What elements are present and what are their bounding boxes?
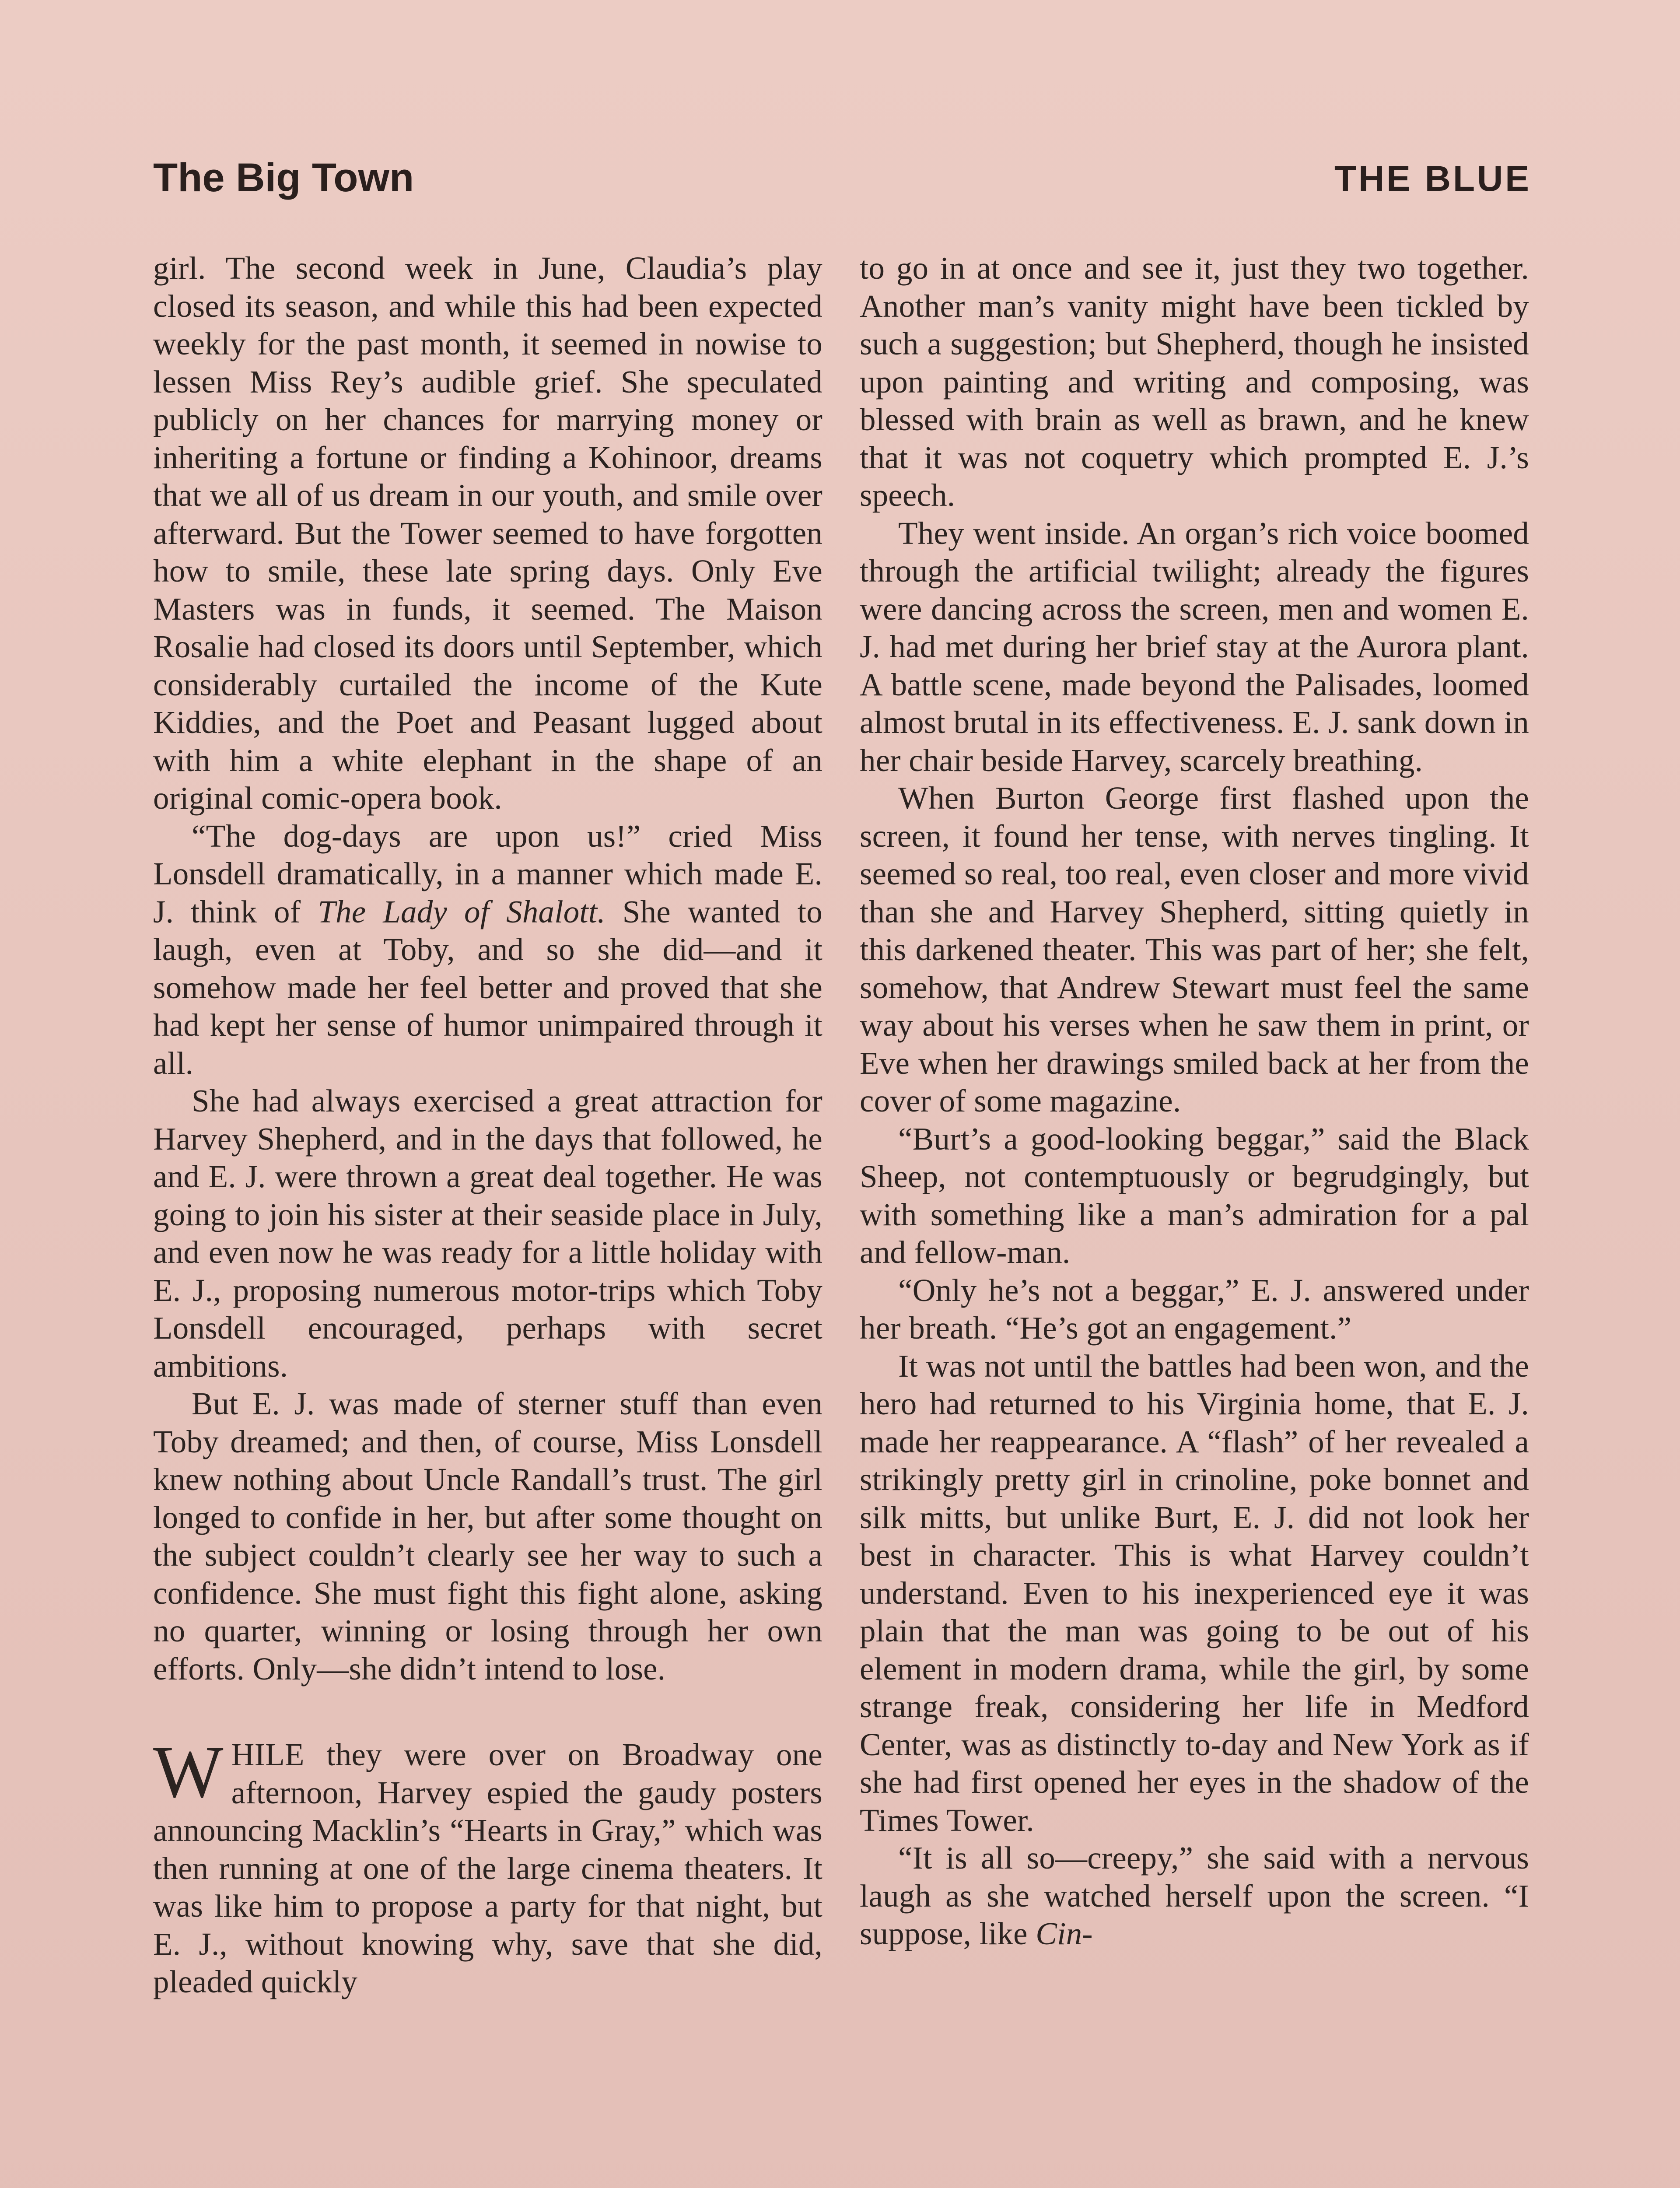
left-column bbox=[153, 249, 822, 2188]
italic-title: The Lady of Shalott. bbox=[318, 894, 606, 929]
paragraph: She had always exercised a great attraction for Harvey Shepherd, and in the days that followed, he and E. J. were thrown a great deal together. He was going to join his sister at their seaside place in July, and even now he was ready for a little holiday with E. J., proposing numerous motor-trips which Toby Lonsdell encouraged, perhaps with secret ambitions. bbox=[153, 1083, 822, 1384]
right-column bbox=[860, 249, 1529, 2188]
paragraph: “Burt’s a good-looking beggar,” said the Black Sheep, not contemptuously or begrudgingly, but with something like a man’s admiration for a pal and fellow-man. bbox=[860, 1121, 1529, 1270]
running-header bbox=[153, 155, 1531, 219]
text-run: HILE they were over on Broadway one afternoon, Harvey espied the gaudy posters announcing Macklin’s “Hearts in Gray,” which was then running at one of the large cinema theaters. It was like him to propose a party for that night, but E. J., without knowing why, save that she did, pleaded quickly bbox=[153, 1737, 822, 1999]
running-head-title: The Big Town bbox=[153, 155, 414, 200]
paragraph: They went inside. An organ’s rich voice boomed through the artificial twilight; already the figures were dancing across the screen, men and women E. J. had met during her brief stay at the Aurora plant. A battle scene, made beyond the Palisades, loomed almost brutal in its effectiveness. E. J. sank down in her chair beside Harvey, scarcely breathing. bbox=[860, 515, 1529, 778]
paragraph bbox=[860, 1839, 1529, 1953]
paragraph: girl. The second week in June, Claudia’s play closed its season, and while this had been expected weekly for the past month, it seemed in nowise to lessen Miss Rey’s audible grief. She speculated publicly on her chances for marrying money or inheriting a fortune or finding a Kohinoor, dreams that we all of us dream in our youth, and smile over afterward. But the Tower seemed to have forgotten how to smile, these late spring days. Only Eve Masters was in funds, it seemed. The Maison Rosalie had closed its doors until September, which considerably curtailed the income of the Kute Kiddies, and the Poet and Peasant lugged about with him a white elephant in the shape of an original comic-opera book. bbox=[153, 250, 822, 816]
paragraph: It was not until the battles had been won, and the hero had returned to his Virginia home, that E. J. made her reappearance. A “flash” of her revealed a strikingly pretty girl in crinoline, poke bonnet and silk mitts, but unlike Burt, E. J. did not look her best in character. This is what Harvey couldn’t understand. Even to his inexperienced eye it was plain that the man was going to be out of his element in modern drama, while the girl, by some strange freak, considering her life in Medford Center, was as distinctly to-day and New York as if she had first opened her eyes in the shadow of the Times Tower. bbox=[860, 1348, 1529, 1838]
paragraph: When Burton George first flashed upon the screen, it found her tense, with nerves tingling. It seemed so real, too real, even closer and more vivid than she and Harvey Shepherd, sitting quietly in this darkened theater. This was part of her; she felt, somehow, that Andrew Stewart must feel the same way about his verses when he saw them in print, or Eve when her drawings smiled back at her from the cover of some magazine. bbox=[860, 780, 1529, 1119]
text-run: She wanted to laugh, even at Toby, and so she did—and it somehow made her feel better and proved that she had kept her sense of humor unimpaired through it all. bbox=[153, 894, 822, 1081]
italic-text: Cin- bbox=[1036, 1916, 1093, 1951]
text-run: “It is all so—creepy,” she said with a nervous laugh as she watched herself upon the screen. “I suppose, like bbox=[860, 1840, 1529, 1951]
paragraph-with-dropcap bbox=[153, 1731, 822, 2001]
text-run: “The dog-days are upon us!” cried Miss Lonsdell dramatically, in a manner which made E. J. think of bbox=[153, 818, 822, 929]
paragraph bbox=[153, 817, 822, 1083]
section-break bbox=[153, 1688, 822, 1736]
paragraph: “Only he’s not a beggar,” E. J. answered under her breath. “He’s got an engagement.” bbox=[860, 1272, 1529, 1346]
running-head-magazine: THE BLUE bbox=[1334, 159, 1531, 199]
paragraph: But E. J. was made of sterner stuff than even Toby dreamed; and then, of course, Miss Lonsdell knew nothing about Uncle Randall’s trust. The girl longed to confide in her, but after some thought on the subject couldn’t clearly see her way to such a confidence. She must fight this fight alone, asking no quarter, winning or losing through her own efforts. Only—she didn’t intend to lose. bbox=[153, 1386, 822, 1687]
drop-cap: W bbox=[153, 1731, 224, 1813]
paragraph: to go in at once and see it, just they two together. Another man’s vanity might have been tickled by such a suggestion; but Shepherd, though he insisted upon painting and writing and composing, was blessed with brain as well as brawn, and he knew that it was not coquetry which prompted E. J.’s speech. bbox=[860, 250, 1529, 513]
